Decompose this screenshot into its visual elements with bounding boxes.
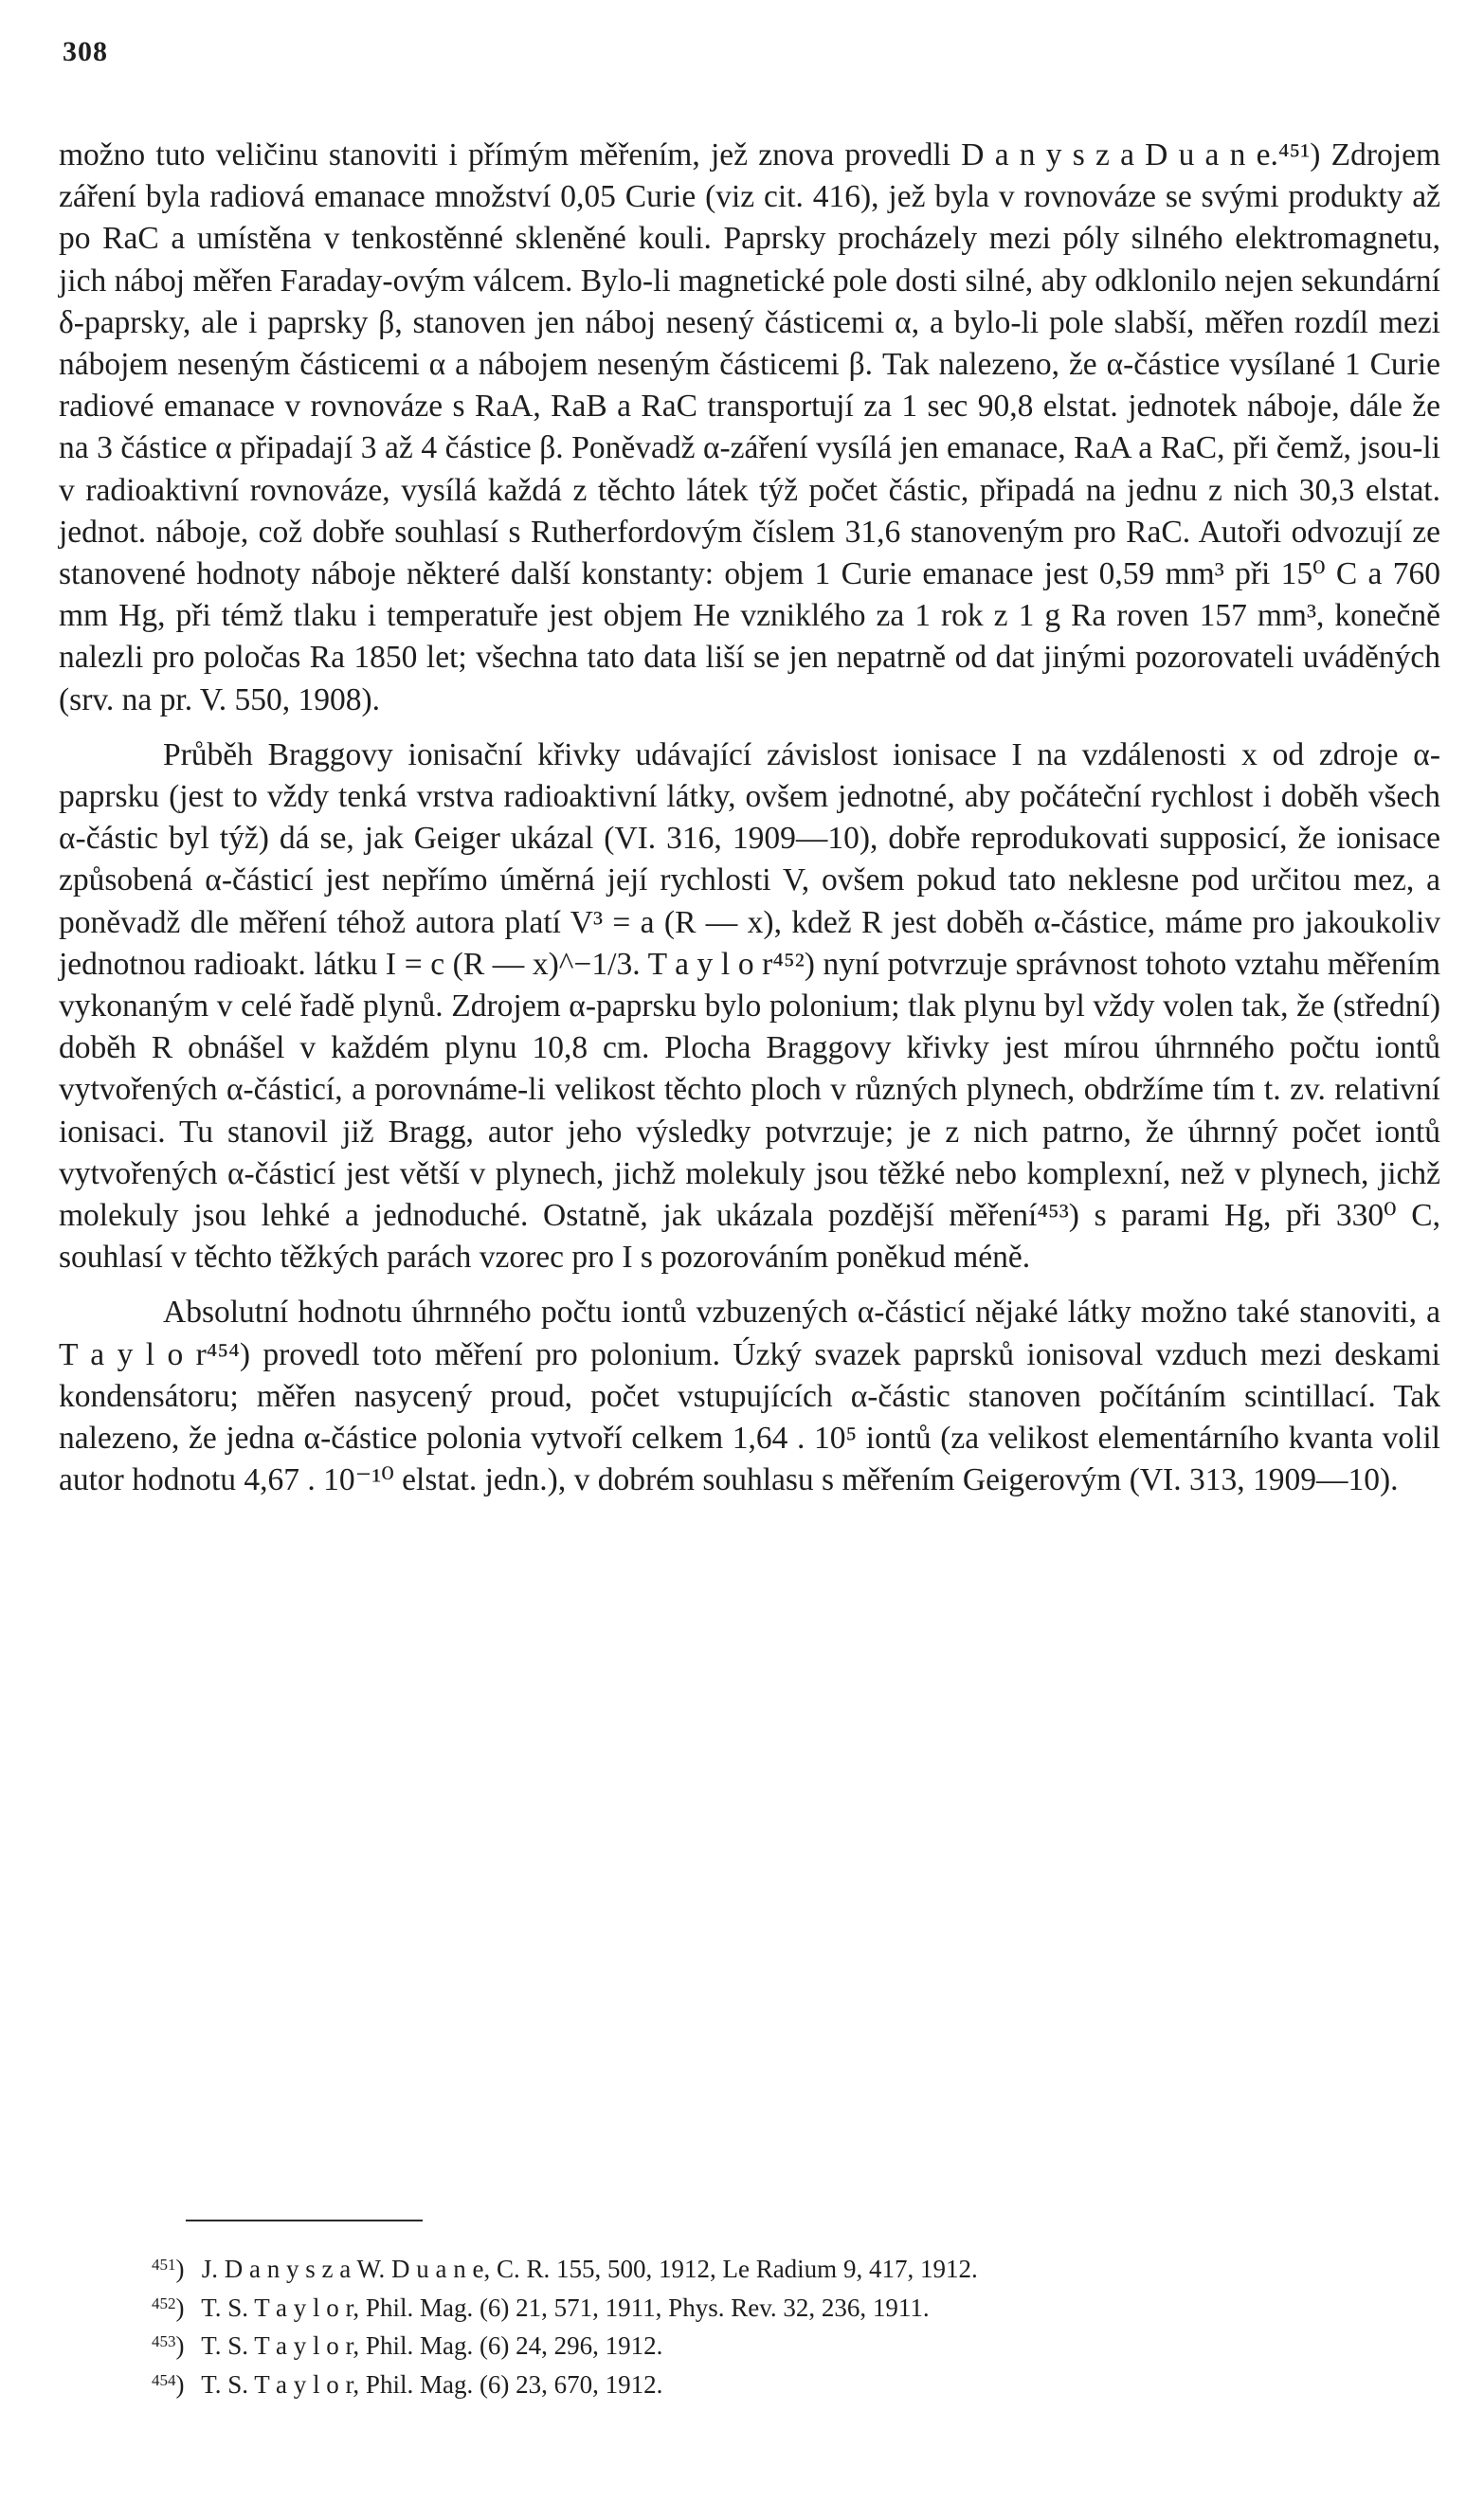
footnote-text: T. S. T a y l o r, Phil. Mag. (6) 21, 571, 1911, Phys. Rev. 32, 236, 1911. — [201, 2293, 930, 2322]
footnote-separator — [186, 2220, 423, 2221]
footnote-451 — [152, 2248, 1440, 2287]
footnote-number: $^{453}$) — [152, 2331, 185, 2360]
footnote-452 — [152, 2287, 1440, 2326]
footnote-number: $^{454}$) — [152, 2369, 185, 2399]
paragraph-2: Průběh Braggovy ionisační křivky udávající závislost ionisace I na vzdálenosti x od zdroje α-paprsku (jest to vždy tenká vrstva radioaktivní látky, ovšem jednotné, aby počáteční rychlost i doběh všech α-částic byl týž) dá se, jak Geiger ukázal (VI. 316, 1909—10), dobře reprodukovati supposicí, že ionisace způsobená α-částicí jest nepřímo úměrná její rychlosti V, ovšem pokud tato neklesne pod určitou mez, a poněvadž dle měření téhož autora platí V³ = a (R — x), kdež R jest doběh α-částice, máme pro jakoukoliv jednotnou radioakt. látku I = c (R — x)^−1/3. T a y l o r⁴⁵²) nyní potvrzuje správnost tohoto vztahu měřením vykonaným v celé řadě plynů. Zdrojem α-paprsku bylo polonium; tlak plynu byl vždy volen tak, že (střední) doběh R obnášel v každém plynu 10,8 cm. Plocha Braggovy křivky jest mírou úhrnného počtu iontů vytvořených α-částicí, a porovnáme-li velikost těchto ploch v různých plynech, obdržíme tím t. zv. relativní ionisaci. Tu stanovil již Bragg, autor jeho výsledky potvrzuje; je z nich patrno, že úhrnný počet iontů vytvořených α-částicí jest větší v plynech, jichž molekuly jsou těžké nebo komplexní, než v plynech, jichž molekuly jsou lehké a jednoduché. Ostatně, jak ukázala pozdější měření⁴⁵³) s parami Hg, při 330⁰ C, souhlasí v těchto těžkých parách vzorec pro I s pozorováním poněkud méně. — [59, 736, 1440, 1276]
footnotes — [152, 2248, 1440, 2402]
footnote-454 — [152, 2364, 1440, 2402]
paragraph-3: Absolutní hodnotu úhrnného počtu iontů vzbuzených α-částicí nějaké látky možno také stanoviti, a T a y l o r⁴⁵⁴) provedl toto měření pro polonium. Úzký svazek paprsků ionisoval vzduch mezi deskami kondensátoru; měřen nasycený proud, počet vstupujících α-částic stanoven počítáním scintillací. Tak nalezeno, že jedna α-částice polonia vytvoří celkem 1,64 . 10⁵ iontů (za velikost elementárního kvanta volil autor hodnotu 4,67 . 10⁻¹⁰ elstat. jedn.), v dobrém souhlasu s měřením Geigerovým (VI. 313, 1909—10). — [59, 1295, 1440, 1498]
footnote-text: T. S. T a y l o r, Phil. Mag. (6) 24, 296, 1912. — [201, 2331, 663, 2360]
paragraph-1: možno tuto veličinu stanoviti i přímým měřením, jež znova provedli D a n y s z a D u a n e.⁴⁵¹) Zdrojem záření byla radiová emanace množství 0,05 Curie (viz cit. 416), jež byla v rovnováze se svými produkty až po RaC a umístěna v tenkostěnné skleněné kouli. Paprsky procházely mezi póly silného elektromagnetu, jich náboj měřen Faraday-ovým válcem. Bylo-li magnetické pole dosti silné, aby odklonilo nejen sekundární δ-paprsky, ale i paprsky β, stanoven jen náboj nesený částicemi α, a bylo-li pole slabší, měřen rozdíl mezi nábojem neseným částicemi α a nábojem neseným částicemi β. Tak nalezeno, že α-částice vysílané 1 Curie radiové emanace v rovnováze s RaA, RaB a RaC transportují za 1 sec 90,8 elstat. jednotek náboje, dále že na 3 částice α připadají 3 až 4 částice β. Poněvadž α-záření vysílá jen emanace, RaA a RaC, při čemž, jsou-li v radioaktivní rovnováze, vysílá každá z těchto látek týž počet částic, připadá na jednu z nich 30,3 elstat. jednot. náboje, což dobře souhlasí s Rutherfordovým číslem 31,6 stanoveným pro RaC. Autoři odvozují ze stanovené hodnoty náboje některé další konstanty: objem 1 Curie emanace jest 0,59 mm³ při 15⁰ C a 760 mm Hg, při témž tlaku i temperatuře jest objem He vzniklého za 1 rok z 1 g Ra roven 157 mm³, konečně nalezli pro poločas Ra 1850 let; všechna tato data liší se jen nepatrně od dat jinými pozorovateli uváděných (srv. na pr. V. 550, 1908). — [59, 137, 1440, 717]
footnote-text: T. S. T a y l o r, Phil. Mag. (6) 23, 670, 1912. — [201, 2369, 663, 2399]
body-text — [59, 135, 1440, 1502]
footnote-number: $^{452}$) — [152, 2293, 185, 2322]
page-number: 308 — [63, 36, 108, 67]
footnote-number: $^{451}$) — [152, 2255, 185, 2283]
footnote-453 — [152, 2325, 1440, 2364]
footnote-text: J. D a n y s z a W. D u a n e, C. R. 155, 500, 1912, Le Radium 9, 417, 1912. — [201, 2255, 978, 2283]
